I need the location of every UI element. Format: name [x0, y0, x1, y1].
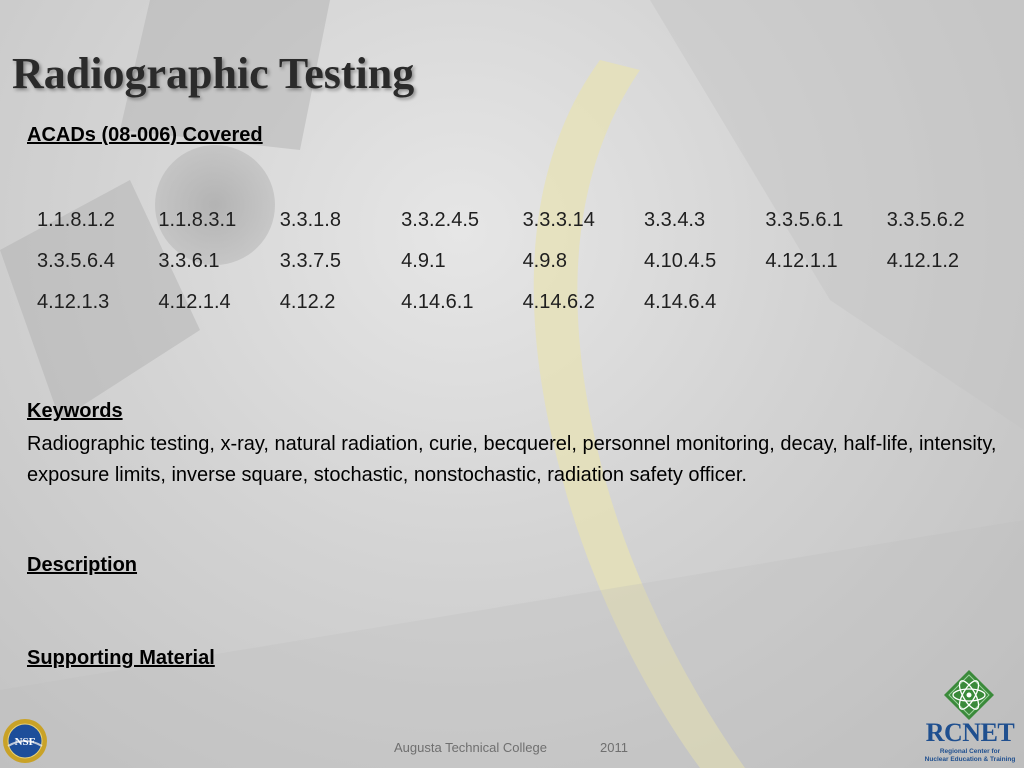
acads-code: 4.12.2: [279, 291, 336, 313]
acads-code: 4.9.8: [522, 250, 568, 272]
acads-code: 3.3.6.1: [158, 250, 220, 272]
acads-code: 4.12.1.1: [765, 250, 838, 272]
acads-code: 3.3.5.6.1: [765, 209, 844, 231]
rcnet-subtitle: [918, 748, 1022, 764]
acads-codes-table: [37, 200, 1008, 323]
acads-code: 4.9.1: [401, 250, 446, 272]
acads-code: 3.3.7.5: [279, 250, 341, 272]
atom-diamond-icon: [942, 668, 996, 722]
supporting-material-heading: Supporting Material: [27, 647, 215, 669]
acads-code: 3.3.5.6.4: [37, 250, 115, 272]
acads-code: 1.1.8.3.1: [158, 209, 237, 231]
nsf-logo-text: NSF: [14, 736, 36, 748]
acads-code: 3.3.3.14: [522, 209, 595, 231]
acads-code: 3.3.1.8: [279, 209, 341, 231]
acads-code: 4.12.1.4: [158, 291, 231, 313]
footer-college: Augusta Technical College: [394, 740, 547, 755]
acads-code: 4.10.4.5: [643, 250, 717, 272]
nsf-logo: [2, 718, 48, 764]
rcnet-logo: [918, 668, 1022, 768]
footer-year: 2011: [600, 740, 628, 755]
acads-codes-row: [37, 200, 1008, 241]
acads-code: [887, 282, 1008, 323]
rcnet-name: RCNET: [925, 718, 1015, 747]
acads-codes-row: [37, 241, 1008, 282]
acads-heading: ACADs (08-006) Covered: [27, 124, 263, 146]
rcnet-subtitle-line: Regional Center for: [939, 748, 1001, 755]
acads-code: 3.3.2.4.5: [401, 209, 480, 231]
acads-code: 4.14.6.1: [401, 291, 474, 313]
acads-codes-row: [37, 282, 1008, 323]
rcnet-subtitle-line: Nuclear Education & Training: [924, 756, 1016, 763]
acads-code: 4.12.1.2: [886, 250, 960, 272]
acads-code: 4.14.6.2: [522, 291, 595, 313]
acads-code: 3.3.5.6.2: [886, 209, 965, 231]
slide-title: Radiographic Testing: [12, 49, 415, 98]
keywords-text: Radiographic testing, x-ray, natural radiation, curie, becquerel, personnel monitoring, decay, half-life, intensity, exposure limits, inverse square, stochastic, nonstochastic, radiation safety officer.: [27, 433, 997, 486]
acads-code: [765, 282, 886, 323]
acads-code: 4.12.1.3: [37, 291, 110, 313]
acads-code: 1.1.8.1.2: [37, 209, 115, 231]
description-heading: Description: [27, 554, 138, 576]
acads-code: 4.14.6.4: [643, 291, 717, 313]
keywords-heading: Keywords: [27, 400, 123, 422]
acads-code: 3.3.4.3: [643, 209, 706, 231]
